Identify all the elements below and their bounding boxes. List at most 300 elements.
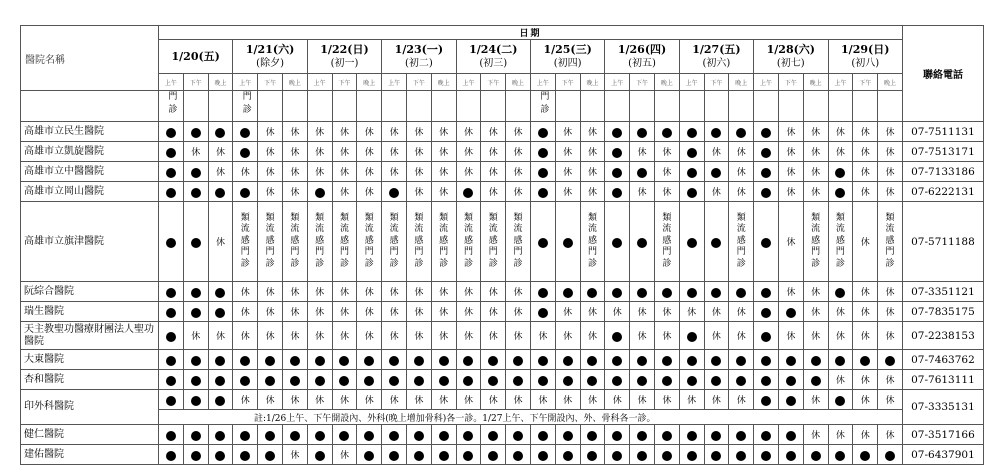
closed-label: 休 (530, 390, 555, 410)
slot-header: 下午 (630, 74, 655, 91)
flu-char: 診 (315, 258, 325, 269)
flu-char: 類 (364, 212, 374, 223)
phone-number: 07-6437901 (902, 445, 983, 465)
slot-header: 晚上 (654, 74, 679, 91)
slot-header: 晚上 (506, 74, 531, 91)
flu-char: 門 (885, 247, 895, 258)
open-dot-icon (860, 356, 870, 366)
flu-char: 流 (587, 224, 597, 235)
open-dot-icon (215, 431, 225, 441)
open-dot-icon (315, 356, 325, 366)
schedule-cell (233, 142, 258, 162)
schedule-cell (754, 350, 779, 370)
open-dot-icon (538, 288, 548, 298)
open-dot-icon (612, 168, 622, 178)
schedule-cell (406, 425, 431, 445)
table-row (21, 425, 984, 445)
open-dot-icon (786, 308, 796, 318)
slot-header: 下午 (481, 74, 506, 91)
flu-clinic-label (878, 213, 902, 271)
date-header (382, 40, 456, 74)
closed-label: 休 (654, 142, 679, 162)
closed-label: 休 (555, 142, 580, 162)
phone-number: 07-3335131 (902, 390, 983, 425)
clinic-mark-cell (729, 91, 754, 122)
clinic-mark-cell (456, 91, 481, 122)
open-dot-icon (215, 128, 225, 138)
flu-char: 診 (736, 258, 746, 269)
slot-header: 下午 (332, 74, 357, 91)
open-dot-icon (612, 332, 622, 342)
open-dot-icon (612, 431, 622, 441)
slot-header: 上午 (233, 74, 258, 91)
hospital-name: 高雄市立旗津醫院 (21, 202, 159, 282)
schedule-cell (605, 370, 630, 390)
schedule-cell (803, 202, 828, 282)
closed-label: 休 (828, 302, 853, 322)
schedule-cell (530, 282, 555, 302)
open-dot-icon (786, 356, 796, 366)
schedule-cell (208, 122, 233, 142)
closed-label: 休 (506, 390, 531, 410)
schedule-cell (307, 425, 332, 445)
flu-char: 診 (364, 258, 374, 269)
flu-char: 類 (835, 212, 845, 223)
schedule-cell (481, 425, 506, 445)
closed-label: 休 (654, 182, 679, 202)
closed-label: 休 (332, 162, 357, 182)
flu-char: 診 (835, 258, 845, 269)
schedule-cell (530, 142, 555, 162)
flu-char: 流 (811, 224, 821, 235)
closed-label: 休 (332, 182, 357, 202)
schedule-cell (630, 162, 655, 182)
open-dot-icon (240, 451, 250, 461)
open-dot-icon (587, 288, 597, 298)
closed-label: 休 (406, 282, 431, 302)
schedule-cell (580, 282, 605, 302)
closed-label: 休 (183, 142, 208, 162)
flu-char: 診 (513, 258, 523, 269)
open-dot-icon (315, 188, 325, 198)
flu-char: 感 (513, 235, 523, 246)
slot-header: 上午 (530, 74, 555, 91)
open-dot-icon (612, 238, 622, 248)
closed-label: 休 (332, 445, 357, 465)
schedule-cell (729, 202, 754, 282)
schedule-cell (679, 445, 704, 465)
date-label: 1/29(日) (841, 42, 890, 56)
flu-clinic-label (432, 213, 456, 271)
schedule-cell (828, 182, 853, 202)
table-row (21, 142, 984, 162)
open-dot-icon (835, 451, 845, 461)
closed-label: 休 (357, 390, 382, 410)
clinic-mark-cell (208, 91, 233, 122)
schedule-cell (754, 142, 779, 162)
closed-label: 休 (208, 202, 233, 282)
clinic-mark-cell (778, 91, 803, 122)
flu-char: 類 (265, 212, 275, 223)
open-dot-icon (835, 288, 845, 298)
schedule-cell (233, 370, 258, 390)
flu-char: 門 (364, 247, 374, 258)
flu-char: 門 (339, 247, 349, 258)
closed-label: 休 (729, 142, 754, 162)
open-dot-icon (166, 308, 176, 318)
closed-label: 休 (580, 390, 605, 410)
open-dot-icon (811, 376, 821, 386)
slot-header: 上午 (159, 74, 184, 91)
open-dot-icon (811, 356, 821, 366)
flu-char: 感 (364, 235, 374, 246)
schedule-cell (208, 445, 233, 465)
clinic-mark-char: 診 (540, 105, 550, 115)
open-dot-icon (339, 376, 349, 386)
flu-char: 感 (265, 235, 275, 246)
schedule-cell (580, 350, 605, 370)
closed-label: 休 (630, 322, 655, 350)
open-dot-icon (736, 288, 746, 298)
open-dot-icon (587, 451, 597, 461)
date-label: 1/27(五) (692, 42, 741, 56)
flu-char: 診 (662, 258, 672, 269)
schedule-cell (159, 425, 184, 445)
date-label: 1/22(日) (320, 42, 369, 56)
schedule-cell (208, 302, 233, 322)
clinic-mark-cell (679, 91, 704, 122)
open-dot-icon (215, 396, 225, 406)
schedule-cell (183, 425, 208, 445)
schedule-cell (530, 162, 555, 182)
closed-label: 休 (406, 162, 431, 182)
closed-label: 休 (307, 162, 332, 182)
open-dot-icon (191, 288, 201, 298)
open-dot-icon (538, 148, 548, 158)
closed-label: 休 (282, 302, 307, 322)
open-dot-icon (414, 451, 424, 461)
open-dot-icon (687, 332, 697, 342)
flu-char: 門 (736, 247, 746, 258)
open-dot-icon (463, 188, 473, 198)
closed-label: 休 (729, 322, 754, 350)
open-dot-icon (761, 431, 771, 441)
schedule-cell (654, 445, 679, 465)
open-dot-icon (662, 128, 672, 138)
schedule-cell (778, 302, 803, 322)
open-dot-icon (166, 451, 176, 461)
open-dot-icon (215, 308, 225, 318)
open-dot-icon (736, 451, 746, 461)
closed-label: 休 (878, 425, 903, 445)
schedule-cell (778, 445, 803, 465)
schedule-cell (506, 350, 531, 370)
schedule-cell (605, 445, 630, 465)
flu-clinic-label (357, 213, 381, 271)
closed-label: 休 (456, 322, 481, 350)
lunar-label: (初五) (628, 57, 656, 69)
closed-label: 休 (654, 390, 679, 410)
schedule-cell (233, 425, 258, 445)
schedule-cell (878, 445, 903, 465)
date-label: 1/24(二) (469, 42, 518, 56)
schedule-cell (605, 122, 630, 142)
open-dot-icon (761, 308, 771, 318)
open-dot-icon (513, 356, 523, 366)
flu-char: 診 (463, 258, 473, 269)
clinic-mark-row (21, 91, 984, 122)
flu-char: 流 (315, 224, 325, 235)
date-row (21, 40, 984, 74)
open-dot-icon (166, 128, 176, 138)
open-dot-icon (166, 396, 176, 406)
open-dot-icon (637, 168, 647, 178)
lunar-label: (初一) (330, 57, 359, 69)
flu-char: 類 (736, 212, 746, 223)
flu-clinic-label (382, 213, 406, 271)
closed-label: 休 (828, 142, 853, 162)
open-dot-icon (637, 431, 647, 441)
open-dot-icon (339, 356, 349, 366)
open-dot-icon (687, 288, 697, 298)
closed-label: 休 (258, 390, 283, 410)
flu-char: 流 (662, 224, 672, 235)
schedule-cell (282, 350, 307, 370)
closed-label: 休 (357, 322, 382, 350)
open-dot-icon (463, 376, 473, 386)
schedule-cell (481, 350, 506, 370)
closed-label: 休 (208, 142, 233, 162)
slot-header: 晚上 (431, 74, 456, 91)
open-dot-icon (885, 356, 895, 366)
schedule-cell (630, 425, 655, 445)
open-dot-icon (513, 431, 523, 441)
clinic-mark-cell (754, 91, 779, 122)
open-dot-icon (662, 288, 672, 298)
closed-label: 休 (307, 322, 332, 350)
table-row (21, 282, 984, 302)
schedule-cell (183, 370, 208, 390)
flu-char: 診 (488, 258, 498, 269)
clinic-mark-cell (332, 91, 357, 122)
closed-label: 休 (357, 162, 382, 182)
closed-label: 休 (630, 302, 655, 322)
schedule-cell (233, 445, 258, 465)
clinic-mark-cell (258, 91, 283, 122)
date-label: 1/20(五) (171, 49, 220, 63)
open-dot-icon (563, 431, 573, 441)
flu-char: 感 (315, 235, 325, 246)
flu-char: 門 (240, 247, 250, 258)
schedule-cell (679, 350, 704, 370)
open-dot-icon (191, 396, 201, 406)
open-dot-icon (439, 356, 449, 366)
open-dot-icon (414, 376, 424, 386)
schedule-cell (754, 282, 779, 302)
closed-label: 休 (878, 142, 903, 162)
closed-label: 休 (828, 122, 853, 142)
schedule-cell (580, 425, 605, 445)
closed-label: 休 (704, 302, 729, 322)
slot-header: 晚上 (282, 74, 307, 91)
slot-header: 下午 (704, 74, 729, 91)
lunar-label: (除夕) (256, 57, 284, 69)
open-dot-icon (860, 451, 870, 461)
flu-char: 門 (414, 247, 424, 258)
open-dot-icon (662, 451, 672, 461)
schedule-cell (605, 425, 630, 445)
open-dot-icon (414, 431, 424, 441)
open-dot-icon (364, 356, 374, 366)
phone-number: 07-3517166 (902, 425, 983, 445)
table-row (21, 370, 984, 390)
closed-label: 休 (654, 162, 679, 182)
flu-char: 診 (389, 258, 399, 269)
open-dot-icon (835, 168, 845, 178)
flu-char: 診 (265, 258, 275, 269)
flu-char: 類 (463, 212, 473, 223)
schedule-cell (183, 350, 208, 370)
closed-label: 休 (580, 182, 605, 202)
closed-label: 休 (282, 390, 307, 410)
open-dot-icon (811, 451, 821, 461)
schedule-cell (828, 445, 853, 465)
open-dot-icon (265, 431, 275, 441)
schedule-cell (580, 202, 605, 282)
date-header (233, 40, 307, 74)
flu-char: 類 (414, 212, 424, 223)
date-header (456, 40, 530, 74)
header-title-row (21, 26, 984, 40)
open-dot-icon (637, 128, 647, 138)
schedule-cell (208, 182, 233, 202)
closed-label: 休 (878, 282, 903, 302)
closed-label: 休 (555, 322, 580, 350)
closed-label: 休 (555, 182, 580, 202)
open-dot-icon (587, 356, 597, 366)
open-dot-icon (240, 376, 250, 386)
closed-label: 休 (431, 390, 456, 410)
open-dot-icon (538, 188, 548, 198)
schedule-cell (208, 370, 233, 390)
schedule-cell (654, 122, 679, 142)
schedule-cell (431, 425, 456, 445)
schedule-cell (853, 350, 878, 370)
schedule-cell (456, 350, 481, 370)
slot-header: 晚上 (357, 74, 382, 91)
flu-char: 診 (587, 258, 597, 269)
schedule-cell (530, 370, 555, 390)
clinic-mark-cell (878, 91, 903, 122)
schedule-cell (679, 370, 704, 390)
closed-label: 休 (679, 390, 704, 410)
closed-label: 休 (878, 162, 903, 182)
clinic-mark-cell (357, 91, 382, 122)
schedule-cell (233, 182, 258, 202)
clinic-mark-cell (530, 91, 555, 122)
open-dot-icon (761, 288, 771, 298)
open-dot-icon (786, 396, 796, 406)
schedule-cell (258, 350, 283, 370)
open-dot-icon (711, 238, 721, 248)
schedule-cell (530, 202, 555, 282)
schedule-cell (357, 425, 382, 445)
open-dot-icon (488, 451, 498, 461)
flu-char: 門 (389, 247, 399, 258)
phone-number: 07-5711188 (902, 202, 983, 282)
clinic-mark-char: 診 (242, 105, 252, 115)
open-dot-icon (389, 356, 399, 366)
phone-number: 07-7613111 (902, 370, 983, 390)
schedule-cell (605, 350, 630, 370)
closed-label: 休 (382, 302, 407, 322)
open-dot-icon (315, 431, 325, 441)
schedule-cell (679, 182, 704, 202)
schedule-cell (357, 445, 382, 465)
schedule-cell (159, 302, 184, 322)
closed-label: 休 (406, 322, 431, 350)
closed-label: 休 (828, 322, 853, 350)
schedule-cell (654, 370, 679, 390)
open-dot-icon (191, 451, 201, 461)
clinic-mark-cell (307, 91, 332, 122)
flu-char: 類 (513, 212, 523, 223)
flu-char: 類 (439, 212, 449, 223)
slot-header: 晚上 (729, 74, 754, 91)
schedule-cell (208, 390, 233, 410)
schedule-cell (406, 370, 431, 390)
open-dot-icon (563, 376, 573, 386)
schedule-cell (580, 370, 605, 390)
schedule-cell (605, 182, 630, 202)
flu-char: 類 (662, 212, 672, 223)
flu-char: 感 (439, 235, 449, 246)
closed-label: 休 (282, 322, 307, 350)
closed-label: 休 (282, 445, 307, 465)
schedule-cell (630, 445, 655, 465)
open-dot-icon (612, 356, 622, 366)
open-dot-icon (637, 356, 647, 366)
schedule-cell (828, 162, 853, 182)
lunar-label: (初四) (553, 57, 582, 69)
schedule-cell (828, 350, 853, 370)
table-row (21, 445, 984, 465)
open-dot-icon (191, 376, 201, 386)
open-dot-icon (265, 451, 275, 461)
closed-label: 休 (332, 390, 357, 410)
open-dot-icon (463, 431, 473, 441)
schedule-cell (332, 350, 357, 370)
closed-label: 休 (853, 162, 878, 182)
closed-label: 休 (778, 182, 803, 202)
table-row (21, 322, 984, 350)
flu-char: 診 (339, 258, 349, 269)
flu-char: 門 (265, 247, 275, 258)
open-dot-icon (687, 376, 697, 386)
schedule-cell (704, 350, 729, 370)
closed-label: 休 (357, 302, 382, 322)
closed-label: 休 (481, 122, 506, 142)
schedule-cell (679, 122, 704, 142)
schedule-cell (307, 350, 332, 370)
schedule-cell (754, 122, 779, 142)
schedule-cell (704, 445, 729, 465)
flu-clinic-label (283, 213, 307, 271)
closed-label: 休 (878, 370, 903, 390)
open-dot-icon (711, 356, 721, 366)
schedule-cell (159, 350, 184, 370)
schedule-cell (481, 370, 506, 390)
